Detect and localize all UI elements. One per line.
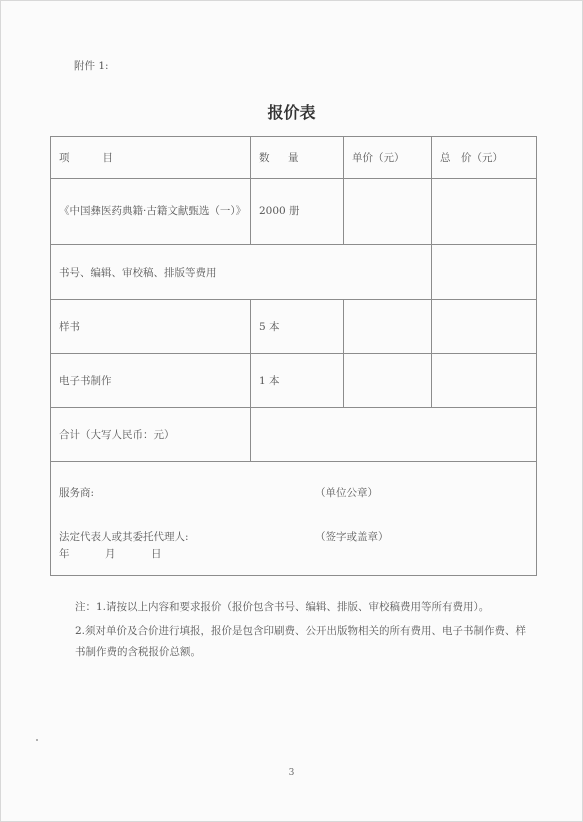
service-provider-row	[51, 462, 537, 576]
row-item: 《中国彝医药典籍·古籍文献甄选（一）》	[51, 179, 251, 245]
attachment-label: 附件 1:	[74, 60, 109, 72]
service-provider-line	[59, 486, 528, 530]
header-quantity: 数 量	[251, 137, 344, 179]
total-amount-cell[interactable]	[251, 408, 537, 462]
scan-speck	[36, 739, 38, 741]
table-header-row	[51, 137, 537, 179]
representative-line	[59, 530, 528, 547]
header-item: 项 目	[51, 137, 251, 179]
table-row	[51, 179, 537, 245]
row-unit-price-cell[interactable]	[344, 179, 432, 245]
note-1: 注：1.请按以上内容和要求报价（报价包含书号、编辑、排版、审校稿费用等所有费用）。	[75, 601, 490, 613]
table-row-total	[51, 408, 537, 462]
date-day-label: 日	[151, 548, 162, 560]
page-title: 报价表	[267, 103, 316, 122]
row-item: 样书	[51, 300, 251, 354]
row-item: 书号、编辑、审校稿、排版等费用	[51, 245, 432, 300]
row-unit-price-cell[interactable]	[344, 354, 432, 408]
row-item: 电子书制作	[51, 354, 251, 408]
note-2: 2.须对单价及合价进行填报，报价是包含印刷费、公开出版物相关的所有费用、电子书制作费、样书制作费的含税报价总额。	[75, 625, 527, 658]
representative-label: 法定代表人或其委托代理人:	[59, 531, 189, 543]
row-quantity: 1 本	[251, 354, 344, 408]
row-quantity: 5 本	[251, 300, 344, 354]
date-year-label: 年	[59, 548, 70, 560]
row-total-price-cell[interactable]	[432, 245, 537, 300]
row-quantity: 2000 册	[251, 179, 344, 245]
total-label: 合计（大写人民币：元）	[51, 408, 251, 462]
notes-section	[75, 597, 531, 666]
quote-table	[50, 136, 537, 576]
service-provider-block	[51, 462, 537, 576]
page-number: 3	[288, 768, 295, 778]
table-row	[51, 300, 537, 354]
row-total-price-cell[interactable]	[432, 179, 537, 245]
signature-label: （签字或盖章）	[315, 531, 389, 543]
row-unit-price-cell[interactable]	[344, 300, 432, 354]
row-total-price-cell[interactable]	[432, 300, 537, 354]
row-total-price-cell[interactable]	[432, 354, 537, 408]
date-month-label: 月	[105, 548, 116, 560]
date-line	[59, 547, 528, 561]
header-total-price: 总 价（元）	[432, 137, 537, 179]
seal-label: （单位公章）	[315, 487, 378, 499]
header-unit-price: 单价（元）	[344, 137, 432, 179]
service-provider-label: 服务商:	[59, 487, 95, 499]
table-row	[51, 354, 537, 408]
table-row	[51, 245, 537, 300]
